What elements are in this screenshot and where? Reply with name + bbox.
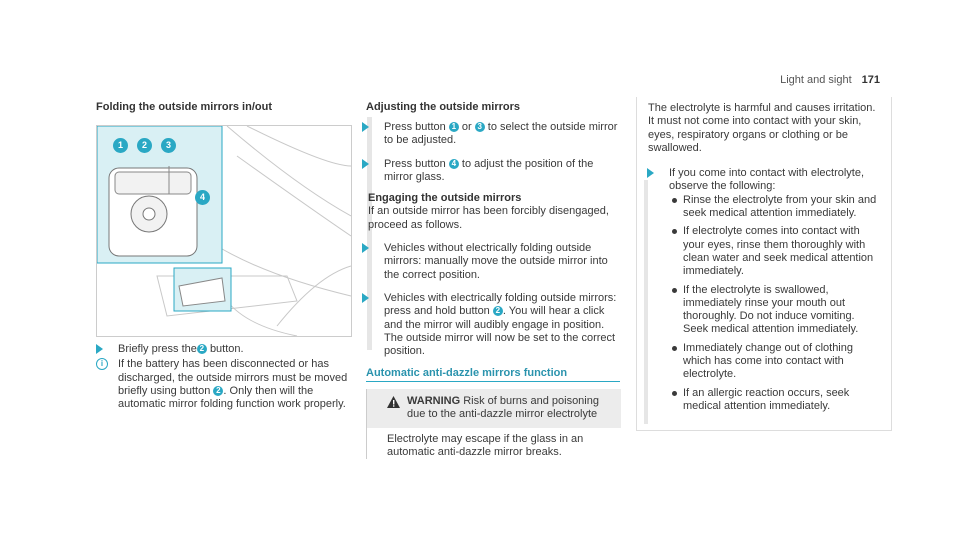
step-arrow-icon xyxy=(362,159,369,169)
page-number: 171 xyxy=(861,74,880,86)
fold-step: Briefly press the 2 button. xyxy=(96,343,350,356)
callout-2: 2 xyxy=(137,138,152,153)
info-icon: i xyxy=(96,358,108,370)
list-item: Rinse the electrolyte from your skin and seek medical attention immediately. xyxy=(669,194,877,221)
engage-text: If an outside mirror has been forcibly disengaged, proceed as follows. xyxy=(368,205,609,231)
step-arrow-icon xyxy=(362,293,369,303)
step-arrow-icon xyxy=(362,122,369,132)
engage-step-2: Vehicles with electrically folding outside mirrors: press and hold button 2 . You will hear a click and the mirror will audibly engage in position. The outside mirror will now be set to the correct position. xyxy=(384,292,620,358)
adjust-step-1: Press button 1 or 3 to select the outside mirror to be adjusted. xyxy=(384,121,620,148)
section-title: Light and sight xyxy=(780,74,852,86)
mirror-controls-figure xyxy=(96,125,352,337)
contact-step: If you come into contact with electrolyte, observe the following: xyxy=(669,167,879,194)
step-arrow-icon xyxy=(647,168,654,178)
engage-step-1: Vehicles without electrically folding outside mirrors: manually move the outside mirror into the correct position. xyxy=(384,242,620,282)
left-text xyxy=(96,343,350,411)
list-item: Immediately change out of clothing which has come into contact with electrolyte. xyxy=(669,342,877,382)
section-heading-adjusting: Adjusting the outside mirrors xyxy=(366,101,521,113)
bullet-list xyxy=(669,194,877,413)
list-item: If the electrolyte is swallowed, immediately rinse your mouth out thoroughly. Do not induce vomiting. Seek medical attention immediately. xyxy=(669,284,877,337)
callout-4: 4 xyxy=(195,190,210,205)
list-item: If electrolyte comes into contact with your eyes, rinse them thoroughly with clean water and seek medical attention immediately. xyxy=(669,225,877,278)
column-bar xyxy=(367,117,372,350)
list-item: If an allergic reaction occurs, seek medical attention immediately. xyxy=(669,387,877,414)
engage-heading: Engaging the outside mirrors xyxy=(368,192,522,205)
column-bar xyxy=(644,180,648,424)
section-heading-folding: Folding the outside mirrors in/out xyxy=(96,101,272,113)
door-illustration xyxy=(97,126,351,336)
warning-icon xyxy=(387,396,400,408)
page-header xyxy=(780,74,880,87)
right-box xyxy=(636,97,892,431)
section-heading-anti-dazzle: Automatic anti-dazzle mirrors function xyxy=(366,367,568,379)
electrolyte-intro: The electrolyte is harmful and causes irritation. It must not come into contact with your skin, eyes, respiratory organs or clothing or be swallowed. xyxy=(648,102,876,154)
step-arrow-icon xyxy=(362,243,369,253)
adjust-step-2: Press button 4 to adjust the position of the mirror glass. xyxy=(384,158,620,185)
warning-header: WARNING Risk of burns and poisoning due to the anti-dazzle mirror electrolyte xyxy=(367,389,621,428)
callout-1: 1 xyxy=(113,138,128,153)
callout-3: 3 xyxy=(161,138,176,153)
battery-note: i If the battery has been disconnected or has discharged, the outside mirrors must be moved briefly using button 2 . Only then will the automatic mirror folding function work properly. xyxy=(96,358,350,411)
warning-body: Electrolyte may escape if the glass in an automatic anti-dazzle mirror breaks. xyxy=(387,432,584,458)
middle-text xyxy=(368,121,620,358)
step-arrow-icon xyxy=(96,344,103,354)
warning-box xyxy=(366,389,621,459)
button-number: 2 xyxy=(197,344,207,354)
divider xyxy=(366,381,620,382)
